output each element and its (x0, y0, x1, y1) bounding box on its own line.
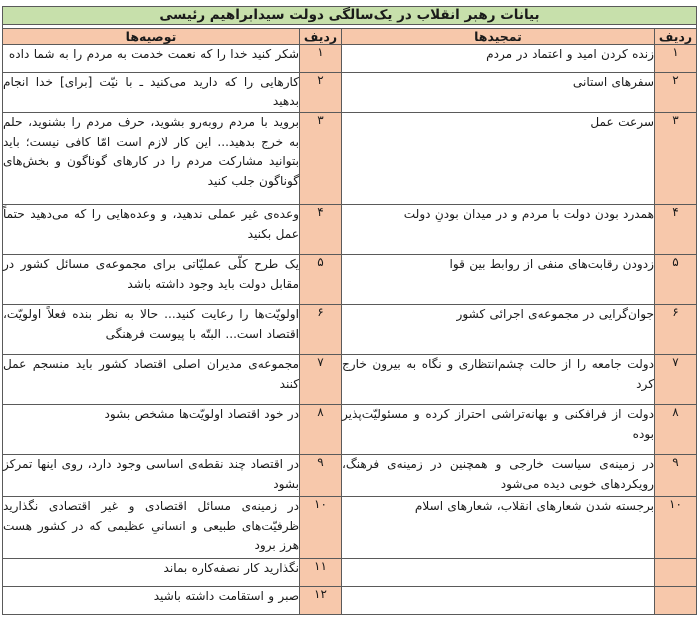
recommendation-text: در خود اقتصاد اولویّت‌ها مشخص بشود (2, 405, 299, 455)
recommendation-index: ۸ (300, 405, 342, 455)
praise-index: ۶ (655, 305, 697, 355)
recommendation-index: ۴ (300, 205, 342, 255)
table-row (2, 305, 696, 355)
praise-text: همدرد بودن دولت با مردم و در میدان بودنِ دولت (342, 205, 655, 255)
praise-index (655, 587, 697, 615)
praise-text: سرعت عمل (342, 113, 655, 205)
praise-text (342, 559, 655, 587)
praise-index (655, 559, 697, 587)
table-row (2, 255, 696, 305)
table-row (2, 559, 696, 587)
header-index-right: ردیف (655, 28, 697, 44)
column-header-row (2, 28, 696, 44)
recommendation-text: بروید با مردم رو‌به‌رو بشوید، حرف مردم را بشنوید، حلم به خرج بدهید... این کار لازم است امّا کافی نیست؛ باید بتوانید مشارکت مردم را در کارهای گوناگون و بخش‌های گوناگون جلب کنید (2, 113, 299, 205)
praise-index: ۱۰ (655, 497, 697, 559)
table-row (2, 44, 696, 72)
praise-text (342, 587, 655, 615)
title-row (2, 7, 696, 25)
recommendation-index: ۵ (300, 255, 342, 305)
recommendation-text: در زمینه‌ی مسائل اقتصادی و غیر اقتصادی نگذارید ظرفیّت‌های طبیعی و انسانیِ عظیمی که در کشور هست هرز برود (2, 497, 299, 559)
recommendation-index: ۹ (300, 455, 342, 497)
praise-text: زدودن رقابت‌های منفی از روابط بین قوا (342, 255, 655, 305)
recommendation-text: وعده‌ی غیر عملی ندهید، و وعده‌هایی را که می‌دهید حتماً عمل بکنید (2, 205, 299, 255)
recommendation-index: ۷ (300, 355, 342, 405)
recommendation-index: ۶ (300, 305, 342, 355)
table-row (2, 455, 696, 497)
table-row (2, 205, 696, 255)
recommendation-text: یک طرح کلّی عملیّاتی برای مجموعه‌ی مسائل کشور در مقابل دولت باید وجود داشته باشد (2, 255, 299, 305)
recommendation-text: صبر و استقامت داشته باشید (2, 587, 299, 615)
table-row (2, 355, 696, 405)
praise-text: دولت جامعه را از حالت چشم‌انتظاری و نگاه به بیرون خارج کرد (342, 355, 655, 405)
praise-text: در زمینه‌ی سیاست خارجی و همچنین در زمینه‌ی فرهنگ، رویکردهای خوبی دیده می‌شود (342, 455, 655, 497)
recommendation-index: ۱۰ (300, 497, 342, 559)
page-title: بیانات رهبر انقلاب در یک‌سالگی دولت سیدابراهیم رئیسی (2, 7, 696, 25)
recommendation-text: نگذارید کار نصفه‌کاره بماند (2, 559, 299, 587)
praise-text: سفرهای استانی (342, 72, 655, 112)
praise-text: برجسته شدن شعارهای انقلاب، شعارهای اسلام (342, 497, 655, 559)
table-row (2, 113, 696, 205)
praise-index: ۸ (655, 405, 697, 455)
statements-table (2, 6, 697, 615)
praise-index: ۳ (655, 113, 697, 205)
recommendation-text: کارهایی را که دارید می‌کنید ـ با نیّت [برای] خدا انجام بدهید (2, 72, 299, 112)
praise-index: ۴ (655, 205, 697, 255)
header-recommendations: توصیه‌ها (2, 28, 299, 44)
table-row (2, 72, 696, 112)
recommendation-index: ۱۱ (300, 559, 342, 587)
table-row (2, 497, 696, 559)
praise-index: ۲ (655, 72, 697, 112)
recommendation-text: شکر کنید خدا را که نعمت خدمت به مردم را به شما داده (2, 44, 299, 72)
recommendation-index: ۱۲ (300, 587, 342, 615)
header-praises: تمجیدها (342, 28, 655, 44)
praise-text: جوان‌گرایی در مجموعه‌ی اجرائی کشور (342, 305, 655, 355)
praise-text: دولت از فرافکنی و بهانه‌تراشی احتراز کرده و مسئولیّت‌پذیر بوده (342, 405, 655, 455)
recommendation-index: ۲ (300, 72, 342, 112)
praise-text: زنده کردن امید و اعتماد در مردم (342, 44, 655, 72)
recommendation-text: اولویّت‌ها را رعایت کنید... حالا به نظر بنده فعلاً اولویّت، اقتصاد است... البتّه با پیوست فرهنگی (2, 305, 299, 355)
praise-index: ۱ (655, 44, 697, 72)
recommendation-index: ۱ (300, 44, 342, 72)
praise-index: ۵ (655, 255, 697, 305)
table-row (2, 405, 696, 455)
table-row (2, 587, 696, 615)
recommendation-index: ۳ (300, 113, 342, 205)
recommendation-text: در اقتصاد چند نقطه‌ی اساسی وجود دارد، روی اینها تمرکز بشود (2, 455, 299, 497)
praise-index: ۷ (655, 355, 697, 405)
header-index-left: ردیف (300, 28, 342, 44)
recommendation-text: مجموعه‌ی مدیران اصلی اقتصاد کشور باید منسجم عمل کنند (2, 355, 299, 405)
praise-index: ۹ (655, 455, 697, 497)
